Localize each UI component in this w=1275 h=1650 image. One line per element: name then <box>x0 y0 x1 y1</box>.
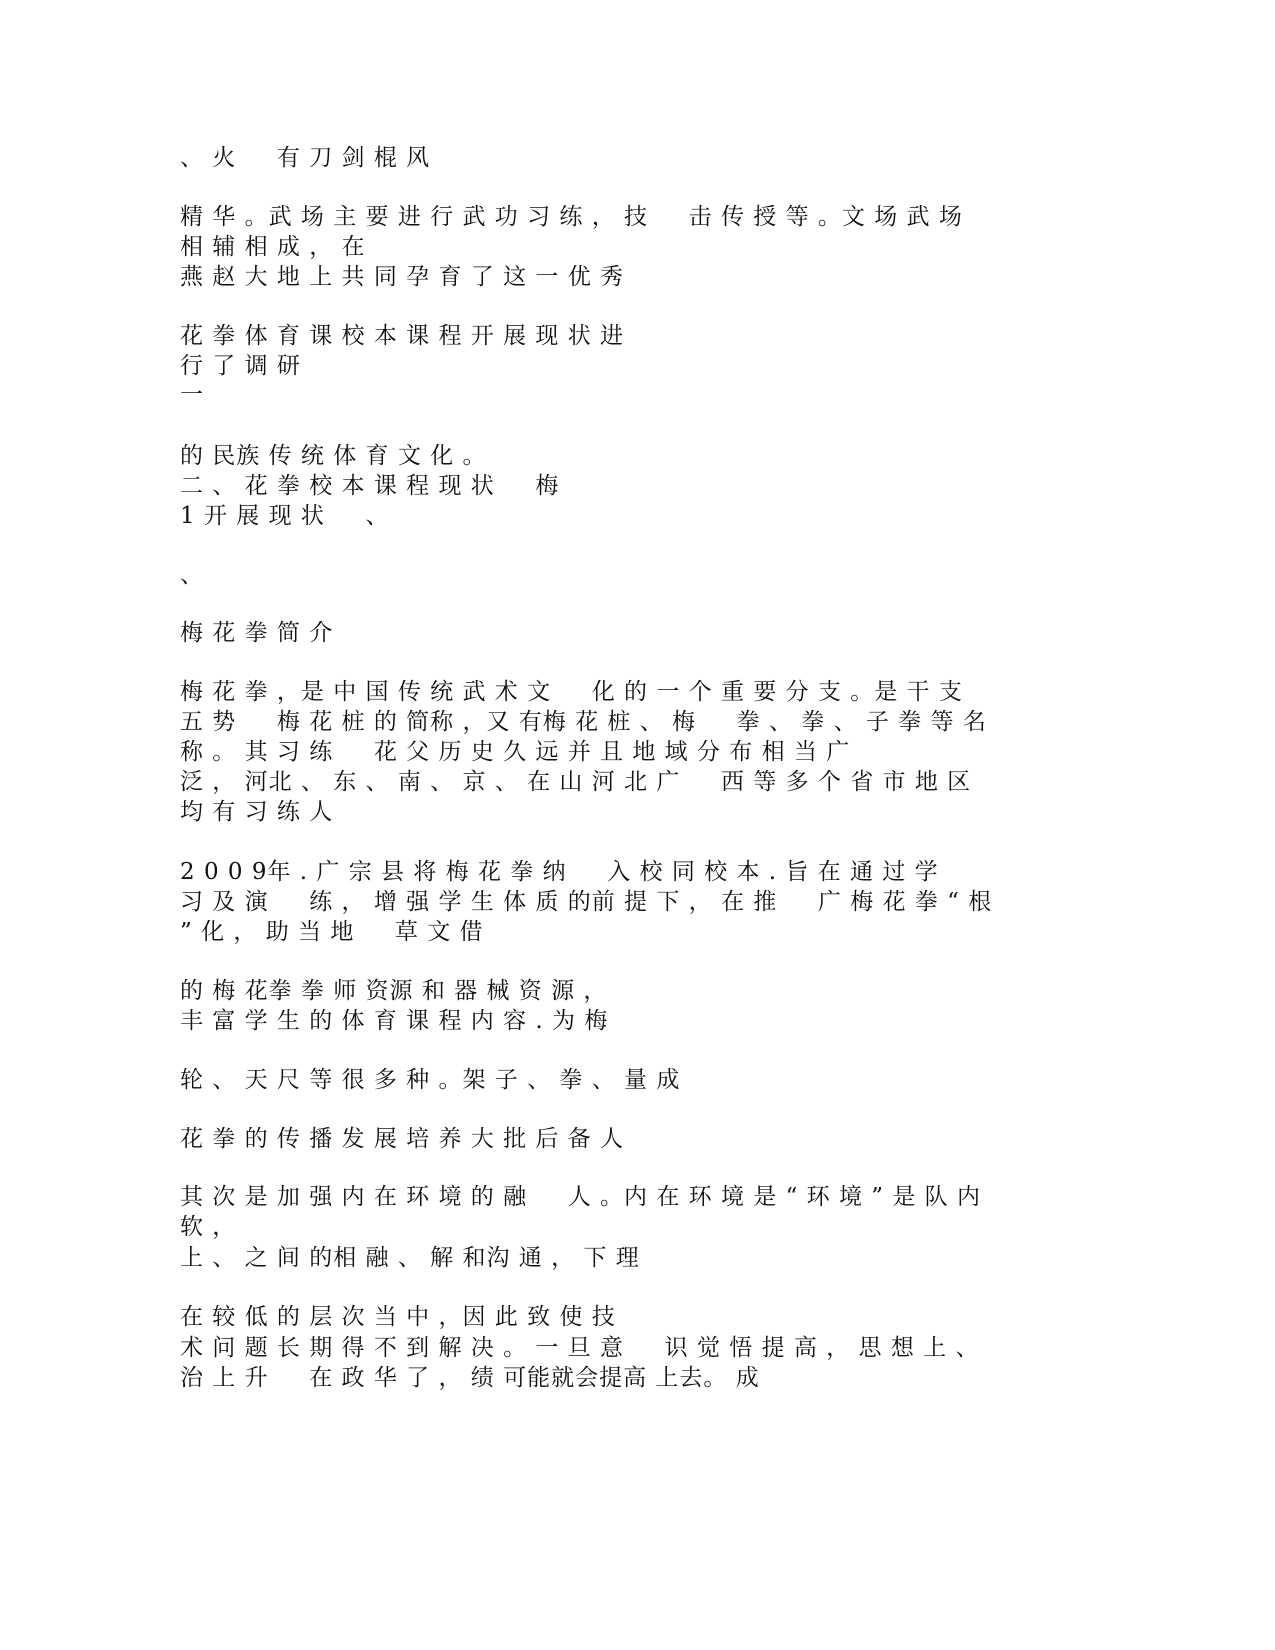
text-line: 术 问 题 长 期 得 不 到 解 决 。 一 旦 意 识 觉 悟 提 高 ， 思 想 上 、 <box>180 1335 980 1361</box>
text-line: 治 上 升 在 政 华 了 ， 绩 可能就会提高 上去。 成 <box>180 1365 760 1391</box>
text-line: 花 拳 体 育 课 校 本 课 程 开 展 现 状 进 <box>180 323 625 349</box>
text-line: 、 <box>180 562 204 588</box>
text-line: 在 较 低 的 层 次 当 中 ，因 此 致 使 技 <box>180 1304 616 1330</box>
text-line: 其 次 是 加 强 内 在 环 境 的 融 人 。内 在 环 境 是 “ 环 境 ” 是 队 内 <box>180 1184 981 1210</box>
text-line: 泛 ， 河北 、 东 、 南 、 京 、 在 山 河 北 广 西 等 多 个 省 市 地 区 <box>180 769 972 795</box>
text-line: 一 <box>180 382 204 408</box>
text-line: 燕 赵 大 地 上 共 同 孕 育 了 这 一 优 秀 <box>180 264 625 290</box>
section-heading: 二 、 花 拳 校 本 课 程 现 状 梅 <box>180 473 560 499</box>
text-line: 五 势 梅 花 桩 的 简称 ，又 有梅 花 桩 、 梅 拳 、 拳 、 子 拳 等 名 <box>180 709 987 735</box>
text-line: 、 火 有 刀 剑 棍 风 <box>180 145 431 171</box>
text-line: 花 拳 的 传 播 发 展 培 养 大 批 后 备 人 <box>180 1126 625 1152</box>
text-line: 相 辅 相 成 ， 在 <box>180 234 366 260</box>
text-line: 习 及 演 练 ， 增 强 学 生 体 质 的前 提 下 ， 在 推 广 梅 花 拳 “ 根 <box>180 889 993 915</box>
text-line: 2 0 0 9年 . 广 宗 县 将 梅 花 拳 纳 入 校 同 校 本 . 旨 在 通 过 学 <box>180 859 939 885</box>
text-line: 丰 富 学 生 的 体 育 课 程 内 容 . 为 梅 <box>180 1008 609 1034</box>
text-line: ” 化 ， 助 当 地 草 文 借 <box>180 919 484 945</box>
text-line: 梅 花 拳 ，是 中 国 传 统 武 术 文 化 的 一 个 重 要 分 支 。是 干 支 <box>180 679 963 705</box>
text-line: 软 ， <box>180 1214 237 1240</box>
text-line: 的 梅 花拳 拳 师 资源 和 器 械 资 源 ， <box>180 978 608 1004</box>
text-line: 的 民族 传 统 体 育 文 化 。 <box>180 443 487 469</box>
text-line: 均 有 习 练 人 <box>180 799 334 825</box>
text-line: 轮 、 天 尺 等 很 多 种 。架 子 、 拳 、 量 成 <box>180 1067 681 1093</box>
text-line: 行 了 调 研 <box>180 353 301 379</box>
section-heading: 梅 花 拳 简 介 <box>180 620 334 646</box>
text-line: 称 。 其 习 练 花 父 历 史 久 远 并 且 地 域 分 布 相 当 广 <box>180 739 851 765</box>
text-line: 精 华 。武 场 主 要 进 行 武 功 习 练 ， 技 击 传 授 等 。文 场 武 场 <box>180 204 963 230</box>
subsection-heading: 1 开 展 现 状 、 <box>180 503 390 529</box>
text-line: 上 、 之 间 的相 融 、 解 和沟 通 ， 下 理 <box>180 1245 640 1271</box>
